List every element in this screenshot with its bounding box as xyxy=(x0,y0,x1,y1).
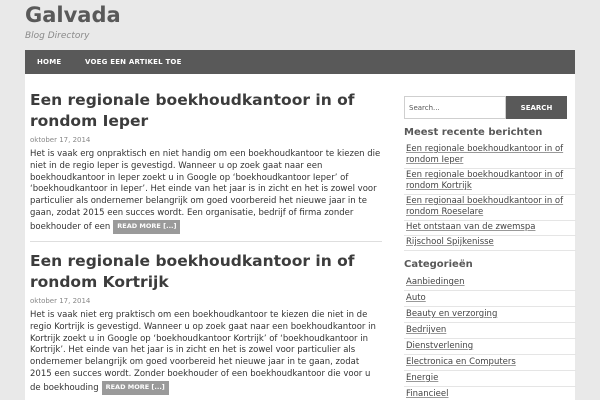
category-link[interactable] xyxy=(404,355,576,371)
category-label[interactable]: Auto xyxy=(406,293,426,303)
category-label[interactable]: Financieel xyxy=(406,389,449,399)
nav-home[interactable]: HOME xyxy=(37,58,62,66)
category-link[interactable] xyxy=(404,339,576,355)
recent-post-link[interactable] xyxy=(404,195,576,221)
site-tagline: Blog Directory xyxy=(25,31,90,41)
recent-posts-title: Meest recente berichten xyxy=(404,127,543,138)
post-excerpt xyxy=(30,149,382,234)
site-title[interactable]: Galvada xyxy=(25,3,121,27)
category-link[interactable] xyxy=(404,291,576,307)
post xyxy=(30,90,382,234)
recent-posts-list xyxy=(404,143,576,251)
post-excerpt xyxy=(30,310,382,395)
post-excerpt-text: Het is vaak niet erg praktisch om een boekhoudkantoor te kiezen die niet in de regio Kortrijk is gevestigd. Wanneer u op zoek gaat naar een boekhoudkantoor in Kortrijk zoekt u in Google op ‘boekhoudkantoor Kortrijk’ of ‘boekhoudkantoor in Kortrijk’. Het einde van het jaar is in zicht en het is zowel voor particulier als ondernemer belangrijk om goed voorbereid het nieuwe jaar in te gaan, zodat 2015 een succes wordt. Zonder boekhouder of een boekhoudkantoor die voor u de boekhouding xyxy=(30,310,376,393)
post-date[interactable]: oktober 17, 2014 xyxy=(30,297,91,305)
recent-post-label[interactable]: Een regionale boekhoudkantoor in of rondom Kortrijk xyxy=(406,170,564,191)
content-area xyxy=(25,74,575,400)
post-date[interactable]: oktober 17, 2014 xyxy=(30,136,91,144)
recent-post-label[interactable]: Rijschool Spijkenisse xyxy=(406,237,494,247)
category-link[interactable] xyxy=(404,307,576,323)
post-divider xyxy=(30,241,382,242)
category-link[interactable] xyxy=(404,387,576,400)
recent-post-label[interactable]: Een regionale boekhoudkantoor in of rondom Ieper xyxy=(406,144,564,165)
sidebar xyxy=(404,96,576,400)
category-label[interactable]: Aanbiedingen xyxy=(406,277,465,287)
post-excerpt-text: Het is vaak erg onpraktisch en niet handig om een boekhoudkantoor te kiezen die niet in de regio Ieper is gevestigd. Wanneer u op zoek gaat naar een boekhoudkantoor in Ieper zoekt u in Google op ‘boekhoudkantoor Ieper’ of ‘boekhoudkantoor in Ieper’. Het einde van het jaar is in zicht en het is zowel voor particulier als ondernemer belangrijk om goed voorbereid het nieuwe jaar in te gaan, zodat 2015 een succes wordt. Een organisatie, bedrijf of firma zonder boekhouder of een xyxy=(30,149,381,232)
read-more-button[interactable]: READ MORE [...] xyxy=(102,381,169,395)
categories-title: Categorieën xyxy=(404,259,473,270)
category-label[interactable]: Dienstverlening xyxy=(406,341,474,351)
search-button[interactable]: SEARCH xyxy=(506,96,567,119)
recent-post-link[interactable] xyxy=(404,236,576,251)
category-link[interactable] xyxy=(404,275,576,291)
nav-add-article[interactable]: VOEG EEN ARTIKEL TOE xyxy=(85,58,182,66)
category-label[interactable]: Bedrijven xyxy=(406,325,447,335)
main-nav xyxy=(25,50,575,74)
post xyxy=(30,251,382,395)
search-input[interactable] xyxy=(404,96,506,119)
category-label[interactable]: Electronica en Computers xyxy=(406,357,516,367)
recent-post-label[interactable]: Een regionaal boekhoudkantoor in of rondom Roeselare xyxy=(406,196,564,217)
read-more-button[interactable]: READ MORE [...] xyxy=(113,220,180,234)
category-label[interactable]: Beauty en verzorging xyxy=(406,309,498,319)
post-title[interactable]: Een regionale boekhoudkantoor in of rondom Kortrijk xyxy=(30,252,355,291)
category-label[interactable]: Energie xyxy=(406,373,439,383)
recent-post-link[interactable] xyxy=(404,169,576,195)
category-link[interactable] xyxy=(404,371,576,387)
recent-post-link[interactable] xyxy=(404,143,576,169)
recent-post-link[interactable] xyxy=(404,221,576,236)
post-title[interactable]: Een regionale boekhoudkantoor in of rondom Ieper xyxy=(30,91,355,130)
search-form xyxy=(404,96,576,119)
categories-list xyxy=(404,275,576,400)
recent-post-label[interactable]: Het ontstaan van de zwemspa xyxy=(406,222,536,232)
category-link[interactable] xyxy=(404,323,576,339)
